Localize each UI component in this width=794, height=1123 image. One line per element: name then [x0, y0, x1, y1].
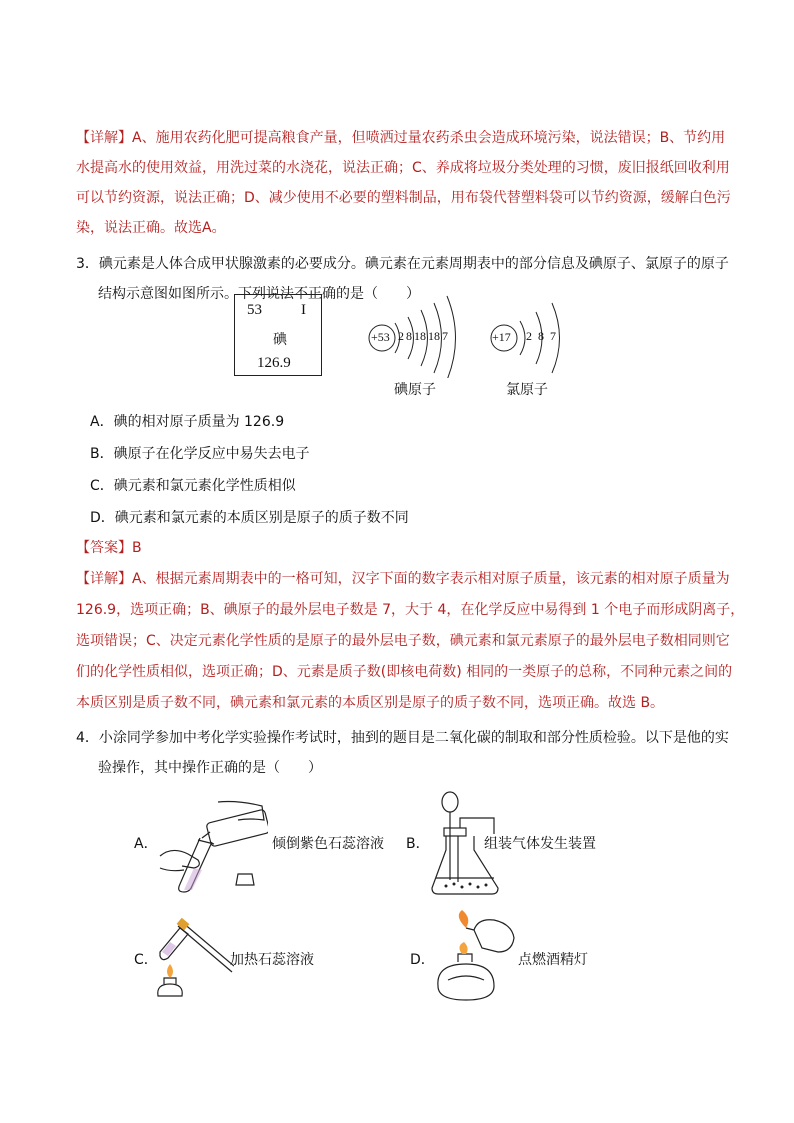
explanation-2-line-3: 选项错误；C、决定元素化学性质的是原子的最外层电子数，碘元素和氯元素原子的最外层电子数相同则它	[76, 633, 730, 649]
explanation-2-line-5: 本质区别是质子数不同，碘元素和氯元素的本质区别是原子的质子数不同，选项正确。故选 B。	[76, 695, 665, 711]
question-number: 3．	[76, 256, 99, 272]
answer-value: B	[132, 540, 142, 556]
option-a: A．碘的相对原子质量为 126.9	[90, 414, 285, 430]
answer-line	[76, 538, 142, 558]
lighting-lamp-illustration	[432, 910, 522, 1002]
explanation-1-line-1: 【详解】A、施用农药化肥可提高粮食产量，但喷洒过量农药杀虫会造成环境污染，说法错误；B、节约用	[76, 130, 726, 146]
question-3-line-2: 结构示意图如图所示。下列说法不正确的是（ ）	[98, 286, 420, 302]
explanation-2-line-1: 【详解】A、根据元素周期表中的一格可知，汉字下面的数字表示相对原子质量，该元素的相对原子质量为	[76, 571, 730, 587]
option-c: C．碘元素和氯元素化学性质相似	[90, 478, 296, 494]
chlorine-nucleus: +17	[492, 330, 511, 344]
explanation-tag: 【详解】	[76, 571, 132, 587]
atomic-mass: 126.9	[257, 355, 291, 371]
q4-option-b-letter: B．	[406, 836, 430, 852]
chlorine-atom-label: 氯原子	[506, 382, 548, 398]
atomic-number: 53	[247, 302, 262, 318]
option-d: D．碘元素和氯元素的本质区别是原子的质子数不同	[90, 510, 409, 526]
chlorine-electrons: 2 8 7	[526, 329, 556, 343]
heating-illustration	[150, 912, 234, 998]
q4-option-c-text: 加热石蕊溶液	[230, 952, 314, 968]
question-4-line-1: 4．小涂同学参加中考化学实验操作考试时，抽到的题目是二氧化碳的制取和部分性质检验。以下是他的实	[76, 730, 729, 746]
q4-option-a-letter: A．	[134, 836, 158, 852]
iodine-atom-label: 碘原子	[394, 382, 436, 398]
answer-tag: 【答案】	[76, 540, 132, 556]
explanation-1-line-3: 可以节约资源，说法正确；D、减少使用不必要的塑料制品，用布袋代替塑料袋可以节约资源，缓解白色污	[76, 190, 731, 206]
q4-option-c-letter: C．	[134, 952, 158, 968]
explanation-1-line-4: 染，说法正确。故选A。	[76, 220, 226, 236]
question-3-line-1: 3．碘元素是人体合成甲状腺激素的必要成分。碘元素在元素周期表中的部分信息及碘原子、氯原子的原子	[76, 256, 729, 272]
explanation-tag: 【详解】	[76, 130, 132, 146]
explanation-2-line-2: 126.9，选项正确；B、碘原子的最外层电子数是 7，大于 4，在化学反应中易得到 1 个电子而形成阴离子，	[76, 602, 745, 618]
element-name: 碘	[273, 332, 287, 348]
element-symbol: I	[301, 302, 306, 318]
q4-option-d-letter: D．	[410, 952, 435, 968]
question-4-line-2: 验操作，其中操作正确的是（ ）	[98, 760, 322, 776]
q4-option-b-text: 组装气体发生装置	[484, 836, 596, 852]
explanation-1-line-2: 水提高水的使用效益，用洗过菜的水浇花，说法正确；C、养成将垃圾分类处理的习惯，废旧报纸回收利用	[76, 160, 730, 176]
bottle-stopper-icon	[234, 872, 256, 886]
option-b: B．碘原子在化学反应中易失去电子	[90, 446, 310, 462]
explanation-2-line-4: 们的化学性质相似，选项正确；D、元素是质子数(即核电荷数) 相同的一类原子的总称，不同种元素之间的	[76, 664, 733, 680]
q4-option-d-text: 点燃酒精灯	[518, 952, 588, 968]
element-cell	[234, 294, 322, 376]
question-number: 4．	[76, 730, 99, 746]
q4-option-a-text: 倾倒紫色石蕊溶液	[272, 836, 384, 852]
iodine-nucleus: +53	[371, 330, 390, 344]
iodine-electrons: 2 8 18 18 7	[398, 329, 448, 343]
